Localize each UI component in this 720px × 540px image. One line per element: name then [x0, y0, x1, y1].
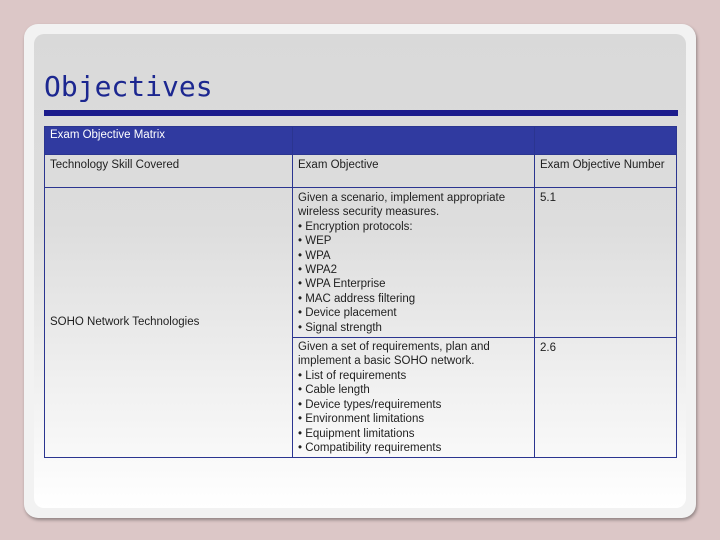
objective-bullet: • WPA [298, 249, 331, 262]
objective-bullet: • List of requirements [298, 369, 407, 382]
objective-bullet: • Compatibility requirements [298, 441, 442, 454]
objective-number: 5.1 [540, 192, 556, 204]
slide-title: Objectives [44, 70, 213, 103]
objective-bullet: • WEP [298, 235, 332, 248]
objective-cell [293, 188, 535, 338]
objective-bullet: • Cable length [298, 384, 370, 397]
column-header-skill: Technology Skill Covered [45, 155, 293, 188]
title-underline [44, 110, 678, 116]
objective-cell [293, 338, 535, 458]
objective-number: 2.6 [540, 342, 556, 355]
objective-bullet: • Device placement [298, 307, 397, 320]
exam-objective-matrix [44, 126, 677, 458]
table-row [45, 188, 677, 338]
column-header-row [45, 155, 677, 188]
objective-text: Given a set of requirements, plan and implement a basic SOHO network. [298, 341, 490, 368]
objective-bullet: • Encryption protocols: [298, 220, 413, 233]
skill-text: SOHO Network Technologies [50, 316, 200, 329]
skill-cell [45, 188, 293, 458]
objective-bullet: • Environment limitations [298, 413, 425, 426]
number-cell [535, 188, 677, 338]
objective-bullet: • WPA Enterprise [298, 278, 386, 291]
table-header-cell: Exam Objective Matrix [45, 127, 293, 155]
table-header-cell-empty [293, 127, 535, 155]
table-header-cell-empty [535, 127, 677, 155]
table-header-row [45, 127, 677, 155]
objective-bullet: • Signal strength [298, 321, 382, 334]
objective-text: Given a scenario, implement appropriate wireless security measures. [298, 192, 506, 219]
objective-bullet: • Device types/requirements [298, 398, 442, 411]
objective-bullet: • MAC address filtering [298, 292, 416, 305]
column-header-objective: Exam Objective [293, 155, 535, 188]
column-header-number: Exam Objective Number [535, 155, 677, 188]
number-cell [535, 338, 677, 458]
objective-bullet: • WPA2 [298, 264, 337, 277]
objective-bullet: • Equipment limitations [298, 427, 415, 440]
